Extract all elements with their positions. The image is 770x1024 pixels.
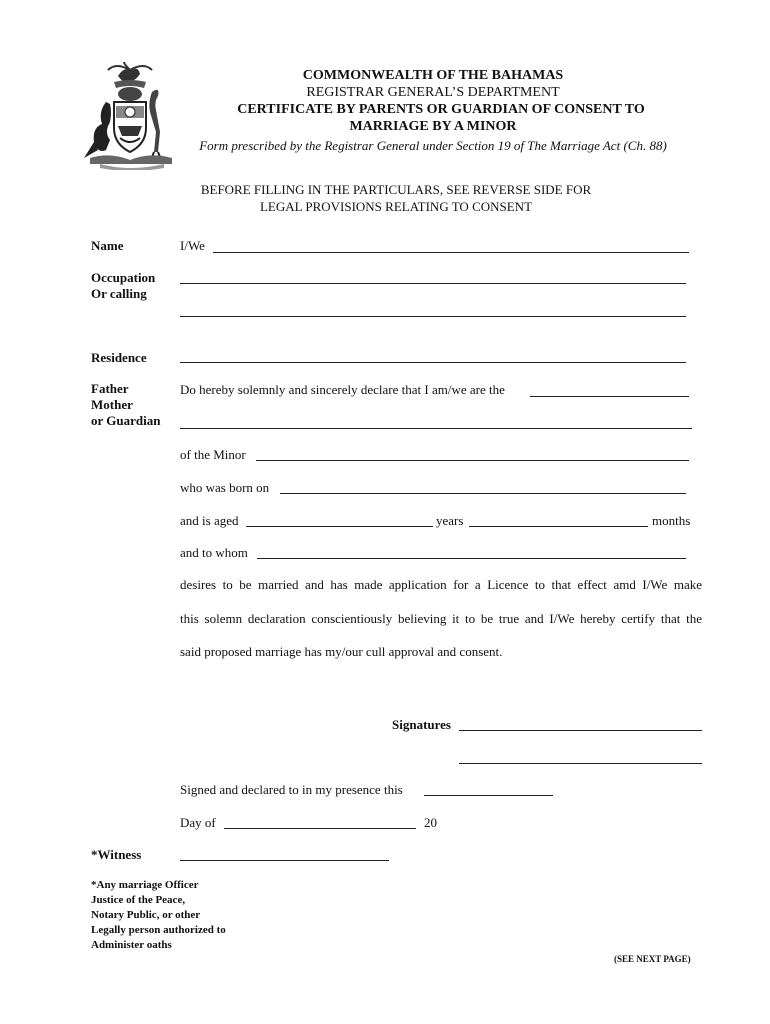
- label-father: Father: [91, 381, 129, 396]
- field-iwe-label: I/We: [180, 238, 205, 253]
- declaration-line2: this solemn declaration conscientiously believing it to be true and I/We hereby certify that the: [180, 611, 702, 626]
- witness-note: [91, 878, 226, 953]
- label-witness: *Witness: [91, 847, 142, 862]
- field-relationship-line[interactable]: [530, 396, 689, 397]
- field-years-line[interactable]: [246, 526, 433, 527]
- witness-note-line: Administer oaths: [91, 939, 172, 951]
- signature-line2[interactable]: [459, 763, 702, 764]
- field-residence-line[interactable]: [180, 362, 686, 363]
- signed-declared-line[interactable]: [424, 795, 553, 796]
- field-occupation-line1[interactable]: [180, 283, 686, 284]
- field-declare-text: Do hereby solemnly and sincerely declare that I am/we are the: [180, 382, 505, 397]
- label-mother: Mother: [91, 397, 133, 412]
- field-to-whom-label: and to whom: [180, 545, 248, 560]
- field-years-label: years: [436, 513, 464, 528]
- day-of-line[interactable]: [224, 828, 416, 829]
- witness-line[interactable]: [180, 860, 389, 861]
- field-born-on-line[interactable]: [280, 493, 686, 494]
- header-department: REGISTRAR GENERAL’S DEPARTMENT: [306, 85, 560, 100]
- instruction-line2: LEGAL PROVISIONS RELATING TO CONSENT: [259, 199, 533, 214]
- label-name: Name: [91, 238, 124, 253]
- declaration-line3: said proposed marriage has my/our cull approval and consent.: [180, 644, 503, 659]
- field-parent-line[interactable]: [180, 428, 692, 429]
- field-months-line[interactable]: [469, 526, 648, 527]
- field-iwe-line[interactable]: [213, 252, 689, 253]
- instruction-line1: BEFORE FILLING IN THE PARTICULARS, SEE REVERSE SIDE FOR: [200, 182, 592, 197]
- signature-line1[interactable]: [459, 730, 702, 731]
- label-guardian: or Guardian: [91, 413, 161, 428]
- field-to-whom-line[interactable]: [257, 558, 686, 559]
- label-residence: Residence: [91, 350, 147, 365]
- witness-note-line: Legally person authorized to: [91, 924, 226, 936]
- field-months-label: months: [652, 513, 691, 528]
- see-next-page: (SEE NEXT PAGE): [614, 954, 691, 964]
- header-title-line1: CERTIFICATE BY PARENTS OR GUARDIAN OF CONSENT TO: [237, 102, 645, 117]
- signatures-label: Signatures: [392, 717, 451, 732]
- signed-declared-label: Signed and declared to in my presence this: [180, 782, 403, 797]
- field-of-minor-label: of the Minor: [180, 447, 246, 462]
- field-aged-label: and is aged: [180, 513, 239, 528]
- witness-note-line: Notary Public, or other: [91, 909, 201, 921]
- witness-note-line: *Any marriage Officer: [91, 879, 199, 891]
- field-occupation-line2[interactable]: [180, 316, 686, 317]
- declaration-line1: desires to be married and has made application for a Licence to that effect amd I/We make: [180, 577, 702, 592]
- header-country: COMMONWEALTH OF THE BAHAMAS: [302, 68, 564, 83]
- header-prescribed: Form prescribed by the Registrar General under Section 19 of The Marriage Act (Ch. 88): [199, 138, 667, 153]
- field-minor-line[interactable]: [256, 460, 689, 461]
- label-occupation: Occupation: [91, 270, 156, 285]
- field-born-on-label: who was born on: [180, 480, 270, 495]
- label-or-calling: Or calling: [91, 286, 147, 301]
- day-of-label: Day of: [180, 815, 216, 830]
- witness-note-line: Justice of the Peace,: [91, 894, 186, 906]
- year-prefix: 20: [424, 815, 437, 830]
- header-title-line2: MARRIAGE BY A MINOR: [349, 119, 517, 134]
